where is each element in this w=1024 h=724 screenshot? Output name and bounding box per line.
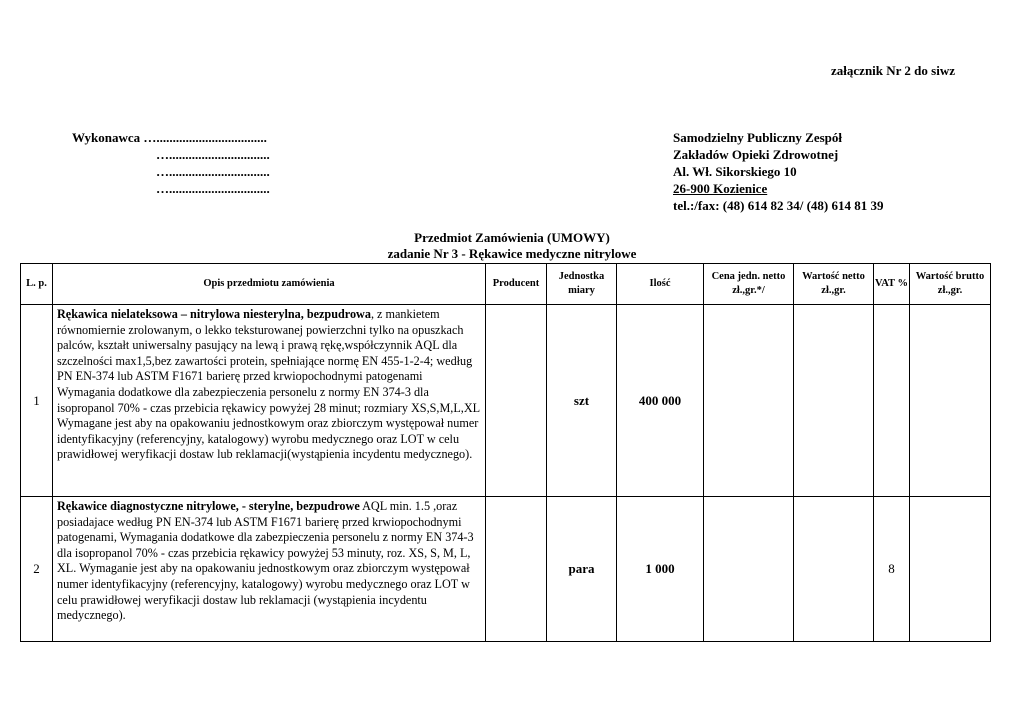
contractor-line bbox=[72, 129, 270, 146]
subject-title: Przedmiot Zamówienia (UMOWY) bbox=[414, 230, 610, 245]
cell-vat bbox=[874, 305, 910, 497]
attachment-label: załącznik Nr 2 do siwz bbox=[831, 63, 955, 78]
header-gross-value: Wartość brutto zł.,gr. bbox=[910, 264, 991, 305]
recipient-line: Zakładów Opieki Zdrowotnej bbox=[673, 147, 839, 162]
contractor-line: …............................... bbox=[156, 147, 270, 162]
cell-description bbox=[53, 497, 486, 642]
recipient-address bbox=[673, 129, 884, 214]
cell-description bbox=[53, 305, 486, 497]
cell-vat: 8 bbox=[874, 497, 910, 642]
cell-quantity: 400 000 bbox=[617, 305, 704, 497]
header-unit: Jednostka miary bbox=[547, 264, 617, 305]
subject-task: zadanie Nr 3 - Rękawice medyczne nitrylowe bbox=[387, 246, 637, 261]
recipient-line: Al. Wł. Sikorskiego 10 bbox=[673, 164, 797, 179]
contractor-dots: ….................................. bbox=[143, 130, 267, 145]
cell-quantity: 1 000 bbox=[617, 497, 704, 642]
contractor-line: …............................... bbox=[156, 164, 270, 179]
cell-net-value bbox=[794, 305, 874, 497]
description-text: AQL min. 1.5 ,oraz posiadajace według PN EN-374 lub ASTM F1671 barierę przed krwiopochodnymi patogenami, Wymagania dodatkowe dla zabezpieczenia personelu z normy EN 374-3 dla isopropanol 70% - czas przebicia rękawicy powyżej 53 minuty, roz. XS, S, M, L, XL. Wymaganie jest aby na opakowaniu jednostkowym oraz zbiorczym występował numer identyfikacyjny (referencyjny, katalogowy) wyrobu medycznego oraz LOT w celu prawidłowej weryfikacji dostaw lub reklamacji (wystąpienia incydentu medycznego). bbox=[57, 499, 474, 623]
description-bold: Rękawice diagnostyczne nitrylowe, - sterylne, bezpudrowe bbox=[57, 499, 360, 513]
description-bold: Rękawica nielateksowa – nitrylowa niesterylna, bezpudrowa bbox=[57, 307, 371, 321]
table-row bbox=[21, 305, 991, 497]
table-row bbox=[21, 497, 991, 642]
cell-producer bbox=[486, 497, 547, 642]
header-vat: VAT % bbox=[874, 264, 910, 305]
cell-unit: szt bbox=[547, 305, 617, 497]
cell-unit-price bbox=[704, 305, 794, 497]
contractor-line: …............................... bbox=[156, 181, 270, 196]
header-description: Opis przedmiotu zamówienia bbox=[53, 264, 486, 305]
header-quantity: Ilość bbox=[617, 264, 704, 305]
cell-lp: 1 bbox=[21, 305, 53, 497]
recipient-line: tel.:/fax: (48) 614 82 34/ (48) 614 81 39 bbox=[673, 198, 884, 213]
contractor-block bbox=[72, 129, 270, 197]
cell-gross-value bbox=[910, 305, 991, 497]
cell-producer bbox=[486, 305, 547, 497]
recipient-line: Samodzielny Publiczny Zespół bbox=[673, 130, 843, 145]
header-producer: Producent bbox=[486, 264, 547, 305]
description-text: , z mankietem równomiernie zrolowanym, o lekko teksturowanej powierzchni tylko na opuszkach palców, kształt uniwersalny pasujący na lewą i prawą rękę,współczynnik AQL dla szczelności max1,5,bez zawartości protein, spełniające normę EN 455-1-2-4; według PN EN-374 lub ASTM F1671 barierę przed krwiopochodnymi patogenami Wymagania dodatkowe dla zabezpieczenia personelu z normy EN 374-3 dla isopropanol 70% - czas przebicia rękawicy powyżej 28 minut; rozmiary XS,S,M,L,XL Wymagane jest aby na opakowaniu jednostkowym oraz zbiorczym występował numer identyfikacyjny (referencyjny, katalogowy) wyrobu medycznego oraz LOT w celu prawidłowej weryfikacji dostaw lub reklamacji(wystąpienia incydentu medycznego). bbox=[57, 307, 480, 462]
subject-heading bbox=[0, 230, 1024, 262]
cell-unit: para bbox=[547, 497, 617, 642]
table-header-row bbox=[21, 264, 991, 305]
header-lp: L. p. bbox=[21, 264, 53, 305]
cell-gross-value bbox=[910, 497, 991, 642]
contractor-label: Wykonawca bbox=[72, 130, 141, 145]
cell-net-value bbox=[794, 497, 874, 642]
recipient-line: 26-900 Kozienice bbox=[673, 181, 768, 196]
header-net-value: Wartość netto zł.,gr. bbox=[794, 264, 874, 305]
order-table bbox=[20, 263, 991, 642]
cell-unit-price bbox=[704, 497, 794, 642]
cell-lp: 2 bbox=[21, 497, 53, 642]
header-unit-price: Cena jedn. netto zł.,gr.*/ bbox=[704, 264, 794, 305]
